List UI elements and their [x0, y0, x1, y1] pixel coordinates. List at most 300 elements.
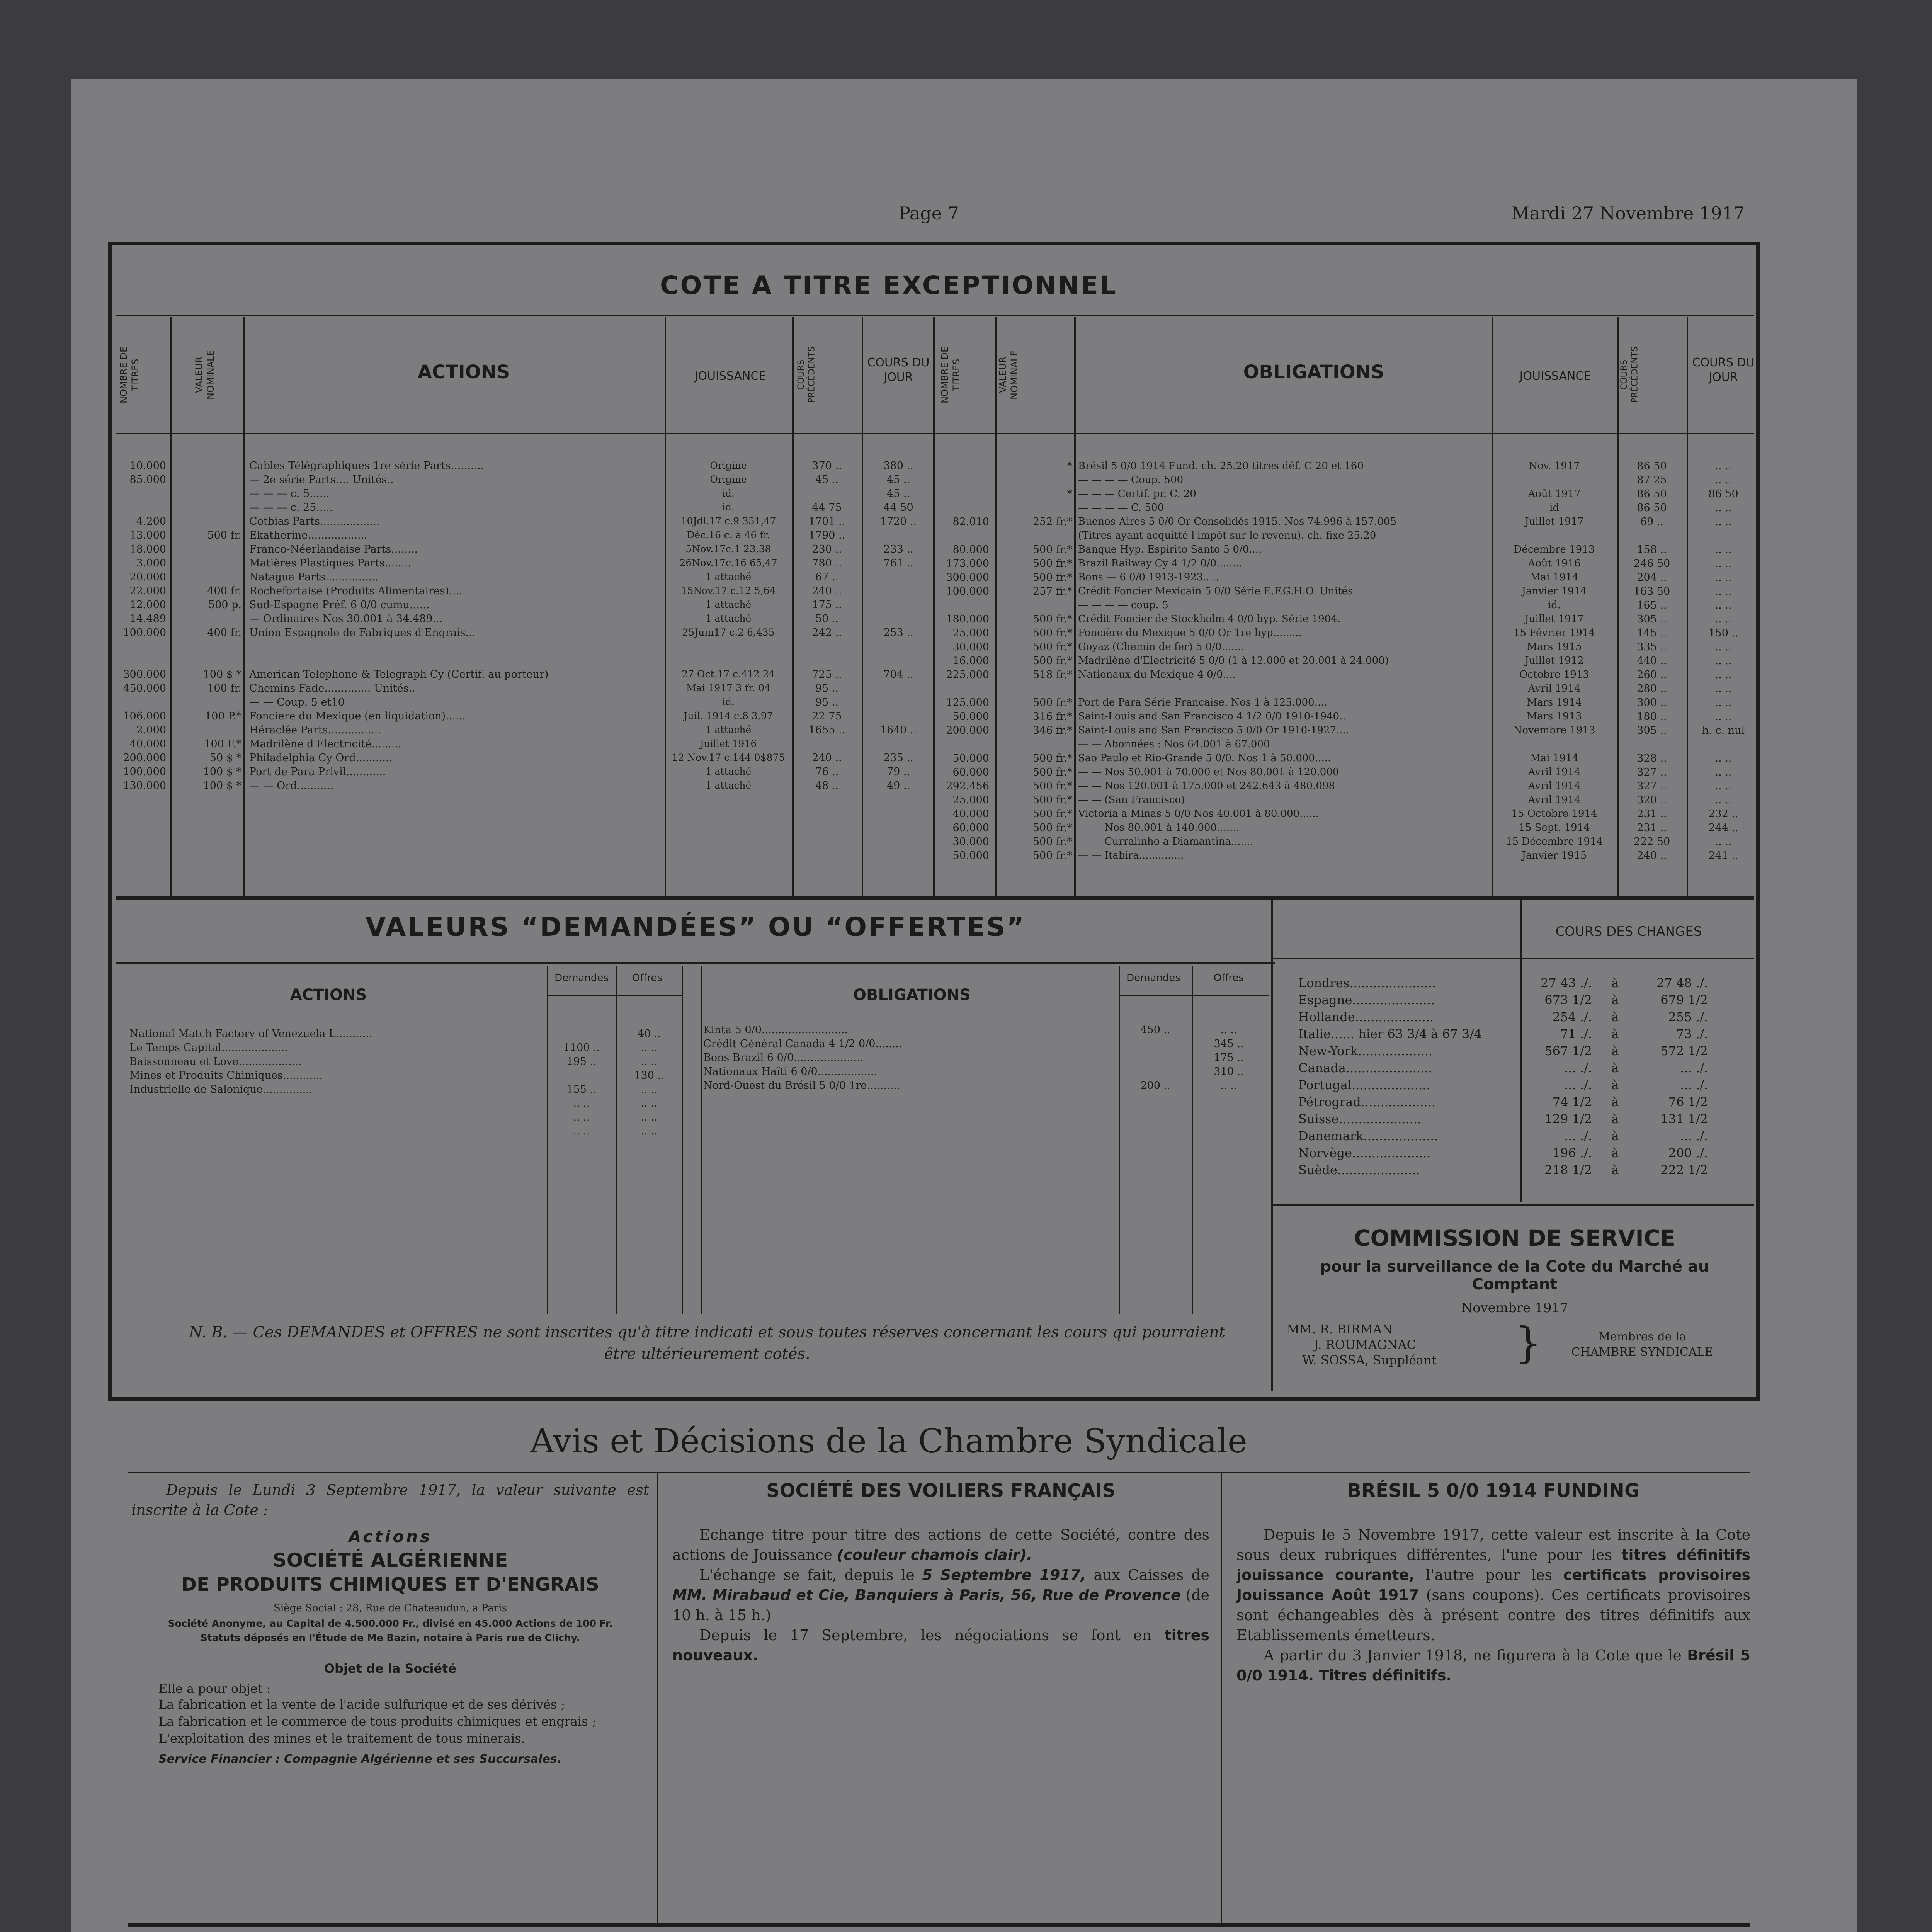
change-low: 673 1/2: [1544, 993, 1592, 1007]
cours-precedent: 327 ..: [1637, 766, 1667, 778]
cote-action-row: [116, 710, 931, 724]
change-row: [1298, 993, 1750, 1010]
cote-action-row: [116, 474, 931, 488]
avis-siege: Siège Social : 28, Rue de Chateaudun, a Paris: [274, 1602, 507, 1614]
obligation-name: — — — Certif. pr. C. 20: [1078, 488, 1196, 500]
cours-precedent: 22 75: [812, 710, 842, 722]
offre-cell: .. ..: [1220, 1024, 1237, 1036]
cote-oblig-row: [935, 558, 1758, 571]
valeurs-action-row: [129, 1042, 682, 1056]
cote-action-row: [116, 682, 931, 696]
cote-oblig-row: [935, 766, 1758, 780]
cours-precedent: 725 ..: [812, 668, 842, 680]
cours-du-jour: .. ..: [1715, 711, 1732, 723]
cote-action-row: [116, 780, 931, 794]
cours-precedent: 180 ..: [1637, 711, 1667, 723]
change-sep: à: [1611, 976, 1619, 990]
avis-company-1: SOCIÉTÉ ALGÉRIENNE: [272, 1549, 508, 1571]
valeurs-header-rule: [1119, 995, 1269, 996]
demande-cell: .. ..: [573, 1125, 590, 1137]
action-name: Madrilène d'Électricité.........: [249, 738, 401, 750]
cours-du-jour: 380 ..: [883, 460, 913, 472]
bresil-p1d: certificats provisoires Jouissance Août 1917: [1236, 1566, 1750, 1604]
cote-oblig-row: [935, 850, 1758, 864]
nombre-cell: 173.000: [946, 558, 989, 570]
avis-column-3: [1236, 1480, 1750, 1685]
cours-precedent: 440 ..: [1637, 655, 1667, 667]
jouissance-cell: Mars 1914: [1527, 697, 1582, 708]
avis-title: Avis et Décisions de la Chambre Syndicale: [530, 1422, 1247, 1461]
jouissance-cell: 15 Décembre 1914: [1505, 836, 1603, 847]
avis-kind: Actions: [348, 1527, 432, 1546]
valeurs-offres-header: Offres: [632, 972, 663, 984]
commission-members: [1287, 1321, 1519, 1368]
cote-action-row: [116, 627, 931, 641]
change-place: Portugal....................: [1298, 1078, 1430, 1092]
cours-du-jour: 241 ..: [1708, 850, 1738, 862]
jouissance-cell: Novembre 1913: [1513, 724, 1595, 736]
change-sep: à: [1611, 1163, 1619, 1177]
cote-action-row: [116, 668, 931, 682]
valeurs-oblig-offres-header: Offres: [1213, 972, 1244, 984]
change-high: 255 ./.: [1668, 1010, 1708, 1024]
valeur-name: Mines et Produits Chimiques............: [129, 1070, 323, 1082]
cours-precedent: 69 ..: [1640, 516, 1664, 528]
change-high: ... ./.: [1680, 1078, 1708, 1092]
voiliers-p1a: Echange titre pour titre des actions de cette Société, contre des actions de Jouissance: [672, 1526, 1209, 1563]
change-place: New-York...................: [1298, 1044, 1433, 1058]
header-oblig-cours-du-jour: COURS DU JOUR: [1692, 356, 1755, 384]
valeurs-demandes-header: Demandes: [554, 972, 609, 984]
issue-date: Mardi 27 Novembre 1917: [1511, 203, 1745, 224]
change-place: Norvège....................: [1298, 1146, 1431, 1160]
avis-col-rule: [657, 1472, 658, 1924]
change-row: [1298, 1129, 1750, 1146]
cote-action-row: [116, 641, 931, 655]
jouissance-cell: Mai 1917 3 fr. 04: [686, 682, 771, 694]
valeur-cell: 500 fr.*: [1032, 697, 1072, 709]
jouissance-cell: Mai 1914: [1530, 752, 1578, 764]
jouissance-cell: Août 1916: [1528, 558, 1581, 569]
header-jouissance: JOUISSANCE: [694, 369, 766, 383]
nombre-cell: 40.000: [129, 738, 166, 750]
cours-precedent: 305 ..: [1637, 613, 1667, 625]
header-valeur: VALEUR NOMINALE: [194, 350, 216, 400]
cours-precedent: 86 50: [1637, 488, 1667, 500]
bresil-p2: [1236, 1645, 1750, 1685]
cours-precedent: 175 ..: [812, 599, 842, 611]
page-number: Page 7: [898, 203, 959, 224]
obligation-name: Port de Para Série Française. Nos 1 à 125.000....: [1078, 697, 1327, 708]
jouissance-cell: Mars 1913: [1527, 711, 1582, 722]
role-2: CHAMBRE SYNDICALE: [1571, 1345, 1713, 1359]
jouissance-cell: 15 Sept. 1914: [1519, 822, 1590, 833]
change-sep: à: [1611, 1010, 1619, 1024]
cours-du-jour: 1640 ..: [880, 724, 917, 736]
member-3: W. SOSSA, Suppléant: [1302, 1353, 1437, 1367]
member-2: J. ROUMAGNAC: [1314, 1337, 1417, 1352]
jouissance-cell: id.: [722, 488, 735, 499]
cours-precedent: 335 ..: [1637, 641, 1667, 653]
change-high: 679 1/2: [1660, 993, 1708, 1007]
offre-cell: 40 ..: [637, 1028, 661, 1040]
avis-capital: Société Anonyme, au Capital de 4.500.000 Fr., divisé en 45.000 Actions de 100 Fr.: [168, 1618, 613, 1629]
valeurs-oblig-demandes-header: Demandes: [1126, 972, 1180, 984]
jouissance-cell: Octobre 1913: [1519, 669, 1589, 680]
obligation-name: — — Nos 80.001 à 140.000.......: [1078, 822, 1239, 833]
cote-oblig-row: [935, 669, 1758, 683]
nombre-cell: 16.000: [952, 655, 989, 667]
cours-precedent: 86 50: [1637, 502, 1667, 514]
jouissance-cell: id.: [1548, 599, 1561, 611]
valeur-cell: 500 fr.*: [1032, 558, 1072, 570]
jouissance-cell: Janvier 1914: [1522, 585, 1587, 597]
valeur-cell: 252 fr.*: [1032, 516, 1072, 528]
voiliers-title: SOCIÉTÉ DES VOILIERS FRANÇAIS: [766, 1480, 1116, 1502]
action-name: Matières Plastiques Parts........: [249, 557, 412, 569]
jouissance-cell: Avril 1914: [1528, 766, 1581, 778]
cote-oblig-row: [935, 780, 1758, 794]
cours-precedent: 240 ..: [812, 585, 842, 597]
header-actions: ACTIONS: [417, 361, 510, 383]
valeur-name: Nord-Ouest du Brésil 5 0/0 1re..........: [703, 1080, 900, 1092]
cours-precedent: 780 ..: [812, 557, 842, 569]
obligation-name: — — Abonnées : Nos 64.001 à 67.000: [1078, 738, 1270, 750]
jouissance-cell: Décembre 1913: [1514, 544, 1595, 555]
change-sep: à: [1611, 1027, 1619, 1041]
valeurs-note: N. B. — Ces DEMANDES et OFFRES ne sont inscrites qu'à titre indicati et sous toutes réserves concernant les cours qui pourraient être ultérieurement cotés.: [189, 1323, 1225, 1363]
cours-du-jour: 232 ..: [1708, 808, 1738, 820]
jouissance-cell: 1 attaché: [705, 613, 752, 624]
valeurs-oblig-row: [703, 1024, 1267, 1038]
obligation-name: — — — — C. 500: [1078, 502, 1164, 514]
demande-cell: 450 ..: [1140, 1024, 1170, 1036]
valeur-cell: 500 fr.*: [1032, 850, 1072, 862]
obligation-name: Brazil Railway Cy 4 1/2 0/0........: [1078, 558, 1242, 569]
obligation-name: — — Nos 120.001 à 175.000 et 242.643 à 480.098: [1078, 780, 1335, 792]
valeur-cell: *: [1067, 460, 1072, 472]
commission-roles: [1542, 1329, 1743, 1360]
change-high: 131 1/2: [1660, 1112, 1708, 1126]
avis-objet-intro: Elle a pour objet :: [158, 1681, 271, 1696]
cote-action-row: [116, 655, 931, 668]
cours-du-jour: .. ..: [1715, 585, 1732, 597]
change-low: ... ./.: [1564, 1129, 1592, 1143]
avis-objet-heading: Objet de la Société: [324, 1661, 457, 1676]
valeur-name: Baissonneau et Love...................: [129, 1056, 302, 1068]
valeur-cell: 500 fr.: [207, 529, 242, 541]
nombre-cell: 30.000: [952, 641, 989, 653]
cote-oblig-row: [935, 711, 1758, 724]
cote-bottom-rule: [116, 896, 1754, 900]
cours-precedent: 1701 ..: [808, 515, 845, 527]
offre-cell: .. ..: [641, 1056, 658, 1068]
cours-du-jour: .. ..: [1715, 558, 1732, 570]
avis-objet-1: La fabrication et la vente de l'acide sulfurique et de ses dérivés ;: [158, 1697, 565, 1712]
avis-service: Service Financier : Compagnie Algérienne et ses Succursales.: [158, 1752, 562, 1766]
cours-du-jour: 235 ..: [883, 752, 913, 764]
jouissance-cell: Juillet 1912: [1525, 655, 1584, 667]
nombre-cell: 292.456: [946, 780, 989, 792]
cours-du-jour: 150 ..: [1708, 627, 1738, 639]
cote-oblig-row: [935, 752, 1758, 766]
change-row: [1298, 1146, 1750, 1163]
jouissance-cell: 1 attaché: [705, 766, 752, 777]
nombre-cell: 10.000: [129, 460, 166, 472]
cote-action-row: [116, 613, 931, 627]
cours-precedent: 327 ..: [1637, 780, 1667, 792]
cours-precedent: 230 ..: [812, 543, 842, 555]
obligation-name: Goyaz (Chemin de fer) 5 0/0.......: [1078, 641, 1244, 653]
change-row: [1298, 1044, 1750, 1061]
nombre-cell: 85.000: [129, 474, 166, 486]
offre-cell: 310 ..: [1214, 1066, 1244, 1078]
header-nombre: NOMBRE DE TITRES: [118, 346, 141, 403]
change-low: 254 ./.: [1552, 1010, 1592, 1024]
cours-precedent: 240 ..: [812, 752, 842, 764]
cours-precedent: 158 ..: [1637, 544, 1667, 556]
nombre-cell: 20.000: [129, 571, 166, 583]
cours-precedent: 163 50: [1633, 585, 1670, 597]
jouissance-cell: Mars 1915: [1527, 641, 1582, 653]
valeur-name: Le Temps Capital....................: [129, 1042, 288, 1054]
nombre-cell: 40.000: [952, 808, 989, 820]
cours-du-jour: 49 ..: [886, 780, 910, 792]
commission-month: Novembre 1917: [1461, 1300, 1568, 1316]
valeurs-oblig-row: [703, 1066, 1267, 1080]
valeurs-action-row: [129, 1125, 682, 1139]
change-place: Suisse.....................: [1298, 1112, 1422, 1126]
cours-precedent: 305 ..: [1637, 724, 1667, 736]
cours-du-jour: .. ..: [1715, 641, 1732, 653]
nombre-cell: 125.000: [946, 697, 989, 709]
valeur-name: National Match Factory of Venezuela L...........: [129, 1028, 372, 1040]
cours-precedent: 145 ..: [1637, 627, 1667, 639]
jouissance-cell: 1 attaché: [705, 780, 752, 791]
cote-action-row: [116, 585, 931, 599]
jouissance-cell: Août 1917: [1528, 488, 1581, 500]
header-obligations: OBLIGATIONS: [1243, 361, 1384, 383]
nombre-cell: 180.000: [946, 613, 989, 625]
jouissance-cell: Avril 1914: [1528, 683, 1581, 694]
cote-oblig-row: [935, 808, 1758, 822]
brace: }: [1515, 1318, 1542, 1367]
nombre-cell: 100.000: [123, 766, 166, 778]
jouissance-cell: Déc.16 c. à 46 fr.: [687, 529, 770, 541]
offre-cell: 345 ..: [1214, 1038, 1244, 1050]
cours-du-jour: .. ..: [1715, 613, 1732, 625]
action-name: Chemins Fade.............. Unités..: [249, 682, 415, 694]
cours-du-jour: .. ..: [1715, 669, 1732, 681]
bresil-p1a: Depuis le 5 Novembre 1917, cette valeur est inscrite à la Cote sous deux rubriques différentes, l'une pour les: [1236, 1526, 1750, 1563]
cote-oblig-row: [935, 697, 1758, 711]
cote-action-row: [116, 696, 931, 710]
col-rule: [547, 966, 548, 1314]
valeur-cell: 500 fr.*: [1032, 794, 1072, 806]
cours-precedent: 44 75: [812, 502, 842, 514]
obligation-name: Brésil 5 0/0 1914 Fund. ch. 25.20 titres déf. C 20 et 160: [1078, 460, 1364, 472]
cours-precedent: 240 ..: [1637, 850, 1667, 862]
cours-du-jour: .. ..: [1715, 780, 1732, 792]
obligation-name: Banque Hyp. Espirito Santo 5 0/0....: [1078, 544, 1262, 555]
change-high: 200 ./.: [1668, 1146, 1708, 1160]
valeurs-oblig-row: [703, 1052, 1267, 1066]
voiliers-p2a: L'échange se fait, depuis le: [699, 1566, 915, 1583]
change-place: Suède.....................: [1298, 1163, 1420, 1177]
cote-oblig-row: [935, 446, 1758, 460]
cours-precedent: 95 ..: [815, 696, 839, 708]
change-row: [1298, 1061, 1750, 1078]
action-name: Ekatherine..................: [249, 529, 367, 541]
valeurs-action-row: [129, 1070, 682, 1083]
nombre-cell: 300.000: [946, 571, 989, 583]
valeurs-title-rule: [116, 962, 1275, 964]
cours-du-jour: .. ..: [1715, 697, 1732, 709]
action-name: — — Ord...........: [249, 780, 333, 792]
valeur-cell: 100 $ *: [203, 766, 242, 778]
cours-du-jour: 761 ..: [883, 557, 913, 569]
voiliers-p2b: 5 Septembre 1917,: [922, 1566, 1086, 1583]
jouissance-cell: Juillet 1917: [1525, 516, 1584, 527]
cote-action-row: [116, 724, 931, 738]
cours-precedent: 328 ..: [1637, 752, 1667, 764]
action-name: Rochefortaise (Produits Alimentaires)....: [249, 585, 463, 597]
running-header: [122, 203, 1745, 230]
offre-cell: 175 ..: [1214, 1052, 1244, 1064]
obligation-name: — — — — Coup. 500: [1078, 474, 1184, 486]
nombre-cell: 130.000: [123, 780, 166, 792]
obligation-name: — — Curralinho a Diamantina.......: [1078, 836, 1253, 847]
obligation-name: Madrilène d'Électricité 5 0/0 (1 à 12.000 et 20.001 à 24.000): [1078, 655, 1389, 667]
obligation-name: Victoria a Minas 5 0/0 Nos 40.001 à 80.000......: [1078, 808, 1319, 820]
changes-rule-h: [1273, 958, 1754, 959]
change-low: 27 43 ./.: [1541, 976, 1592, 990]
change-place: Espagne.....................: [1298, 993, 1435, 1007]
col-rule: [933, 317, 935, 896]
obligation-name: Saint-Louis and San Francisco 4 1/2 0/0 1910-1940..: [1078, 711, 1346, 722]
jouissance-cell: Origine: [710, 460, 747, 471]
change-sep: à: [1611, 1095, 1619, 1109]
nombre-cell: 60.000: [952, 822, 989, 834]
cote-oblig-row: [935, 488, 1758, 502]
header-oblig-jouissance: JOUISSANCE: [1519, 369, 1591, 383]
cours-du-jour: .. ..: [1715, 752, 1732, 764]
action-name: — Ordinaires Nos 30.001 à 34.489...: [249, 613, 443, 625]
obligation-name: Buenos-Aires 5 0/0 Or Consolidés 1915. Nos 74.996 à 157.005: [1078, 516, 1396, 527]
valeur-cell: 500 fr.*: [1032, 822, 1072, 834]
nombre-cell: 4.200: [136, 515, 166, 527]
cours-du-jour: 44 50: [883, 502, 913, 514]
valeurs-action-row: [129, 1097, 682, 1111]
voiliers-p3a: Depuis le 17 Septembre, les négociations se font en: [699, 1627, 1152, 1644]
action-name: Sud-Espagne Préf. 6 0/0 cumu......: [249, 599, 430, 611]
jouissance-cell: 1 attaché: [705, 724, 752, 735]
valeur-cell: 400 fr.: [207, 627, 242, 639]
offre-cell: .. ..: [641, 1042, 658, 1054]
nombre-cell: 60.000: [952, 766, 989, 778]
nombre-cell: 300.000: [123, 668, 166, 680]
change-low: ... ./.: [1564, 1061, 1592, 1075]
obligation-name: — — — — coup. 5: [1078, 599, 1168, 611]
valeurs-obligations-list: [703, 1024, 1267, 1094]
nombre-cell: 12.000: [129, 599, 166, 611]
cote-oblig-row: [935, 683, 1758, 697]
cours-du-jour: 1720 ..: [880, 515, 917, 527]
cote-oblig-row: [935, 836, 1758, 850]
bresil-p1e: (sans coupons). Ces certificats provisoires sont échangeables dès à présent contre des titres définitifs aux Etablissements émetteurs.: [1236, 1587, 1750, 1644]
avis-company-2: DE PRODUITS CHIMIQUES ET D'ENGRAIS: [181, 1574, 599, 1595]
header-oblig-valeur: VALEUR NOMINALE: [997, 350, 1020, 400]
change-place: Canada......................: [1298, 1061, 1432, 1075]
valeur-cell: 500 fr.*: [1032, 613, 1072, 625]
change-low: 218 1/2: [1544, 1163, 1592, 1177]
valeur-cell: 400 fr.: [207, 585, 242, 597]
nombre-cell: 82.010: [952, 516, 989, 528]
change-high: ... ./.: [1680, 1061, 1708, 1075]
valeur-name: Nationaux Haïti 6 0/0..................: [703, 1066, 878, 1078]
nombre-cell: 25.000: [952, 794, 989, 806]
demande-cell: 195 ..: [566, 1056, 597, 1068]
change-sep: à: [1611, 1146, 1619, 1160]
obligation-name: (Titres ayant acquitté l'impôt sur le revenu). ch. fixe 25.20: [1078, 530, 1376, 541]
cours-precedent: 76 ..: [815, 766, 839, 778]
changes-title: COURS DES CHANGES: [1555, 924, 1702, 939]
nombre-cell: 50.000: [952, 850, 989, 862]
action-name: Franco-Néerlandaise Parts........: [249, 543, 418, 555]
offre-cell: 130 ..: [634, 1070, 664, 1082]
cote-action-row: [116, 599, 931, 613]
jouissance-cell: Janvier 1915: [1522, 850, 1587, 861]
change-low: 567 1/2: [1544, 1044, 1592, 1058]
cours-precedent: 280 ..: [1637, 683, 1667, 695]
change-place: Londres......................: [1298, 976, 1436, 990]
cours-du-jour: 253 ..: [883, 627, 913, 639]
action-name: Natagua Parts................: [249, 571, 379, 583]
valeur-name: Kinta 5 0/0..........................: [703, 1024, 848, 1036]
change-sep: à: [1611, 993, 1619, 1007]
change-high: ... ./.: [1680, 1129, 1708, 1143]
valeur-cell: 100 $ *: [203, 668, 242, 680]
header-cours-precedents: COURS PRÉCÉDENTS: [796, 346, 817, 403]
obligation-name: Nationaux du Mexique 4 0/0....: [1078, 669, 1236, 680]
jouissance-cell: 1 attaché: [705, 599, 752, 610]
change-sep: à: [1611, 1078, 1619, 1092]
cote-oblig-row: [935, 599, 1758, 613]
header-cours-du-jour: COURS DU JOUR: [867, 356, 930, 384]
cours-precedent: 86 50: [1637, 460, 1667, 472]
voiliers-p2c: aux Caisses de: [1094, 1566, 1209, 1583]
nombre-cell: 50.000: [952, 711, 989, 723]
jouissance-cell: 25Juin17 c.2 6,435: [682, 627, 775, 638]
cote-action-row: [116, 543, 931, 557]
commission-title: COMMISSION DE SERVICE: [1354, 1225, 1676, 1251]
valeur-cell: 100 F.*: [204, 738, 242, 750]
demande-cell: 1100 ..: [563, 1042, 600, 1054]
change-high: 572 1/2: [1660, 1044, 1708, 1058]
cote-title: COTE A TITRE EXCEPTIONNEL: [660, 270, 1117, 300]
action-name: Fonciere du Mexique (en liquidation)......: [249, 710, 466, 722]
valeur-cell: 500 fr.*: [1032, 627, 1072, 639]
member-1: MM. R. BIRMAN: [1287, 1322, 1393, 1337]
valeurs-oblig-row: [703, 1080, 1267, 1094]
change-high: 76 1/2: [1668, 1095, 1708, 1109]
action-name: — 2e série Parts.... Unités..: [249, 474, 394, 486]
offre-cell: .. ..: [641, 1083, 658, 1095]
action-name: Cables Télégraphiques 1re série Parts..........: [249, 460, 484, 472]
cours-precedent: 320 ..: [1637, 794, 1667, 806]
nombre-cell: 25.000: [952, 627, 989, 639]
change-sep: à: [1611, 1061, 1619, 1075]
